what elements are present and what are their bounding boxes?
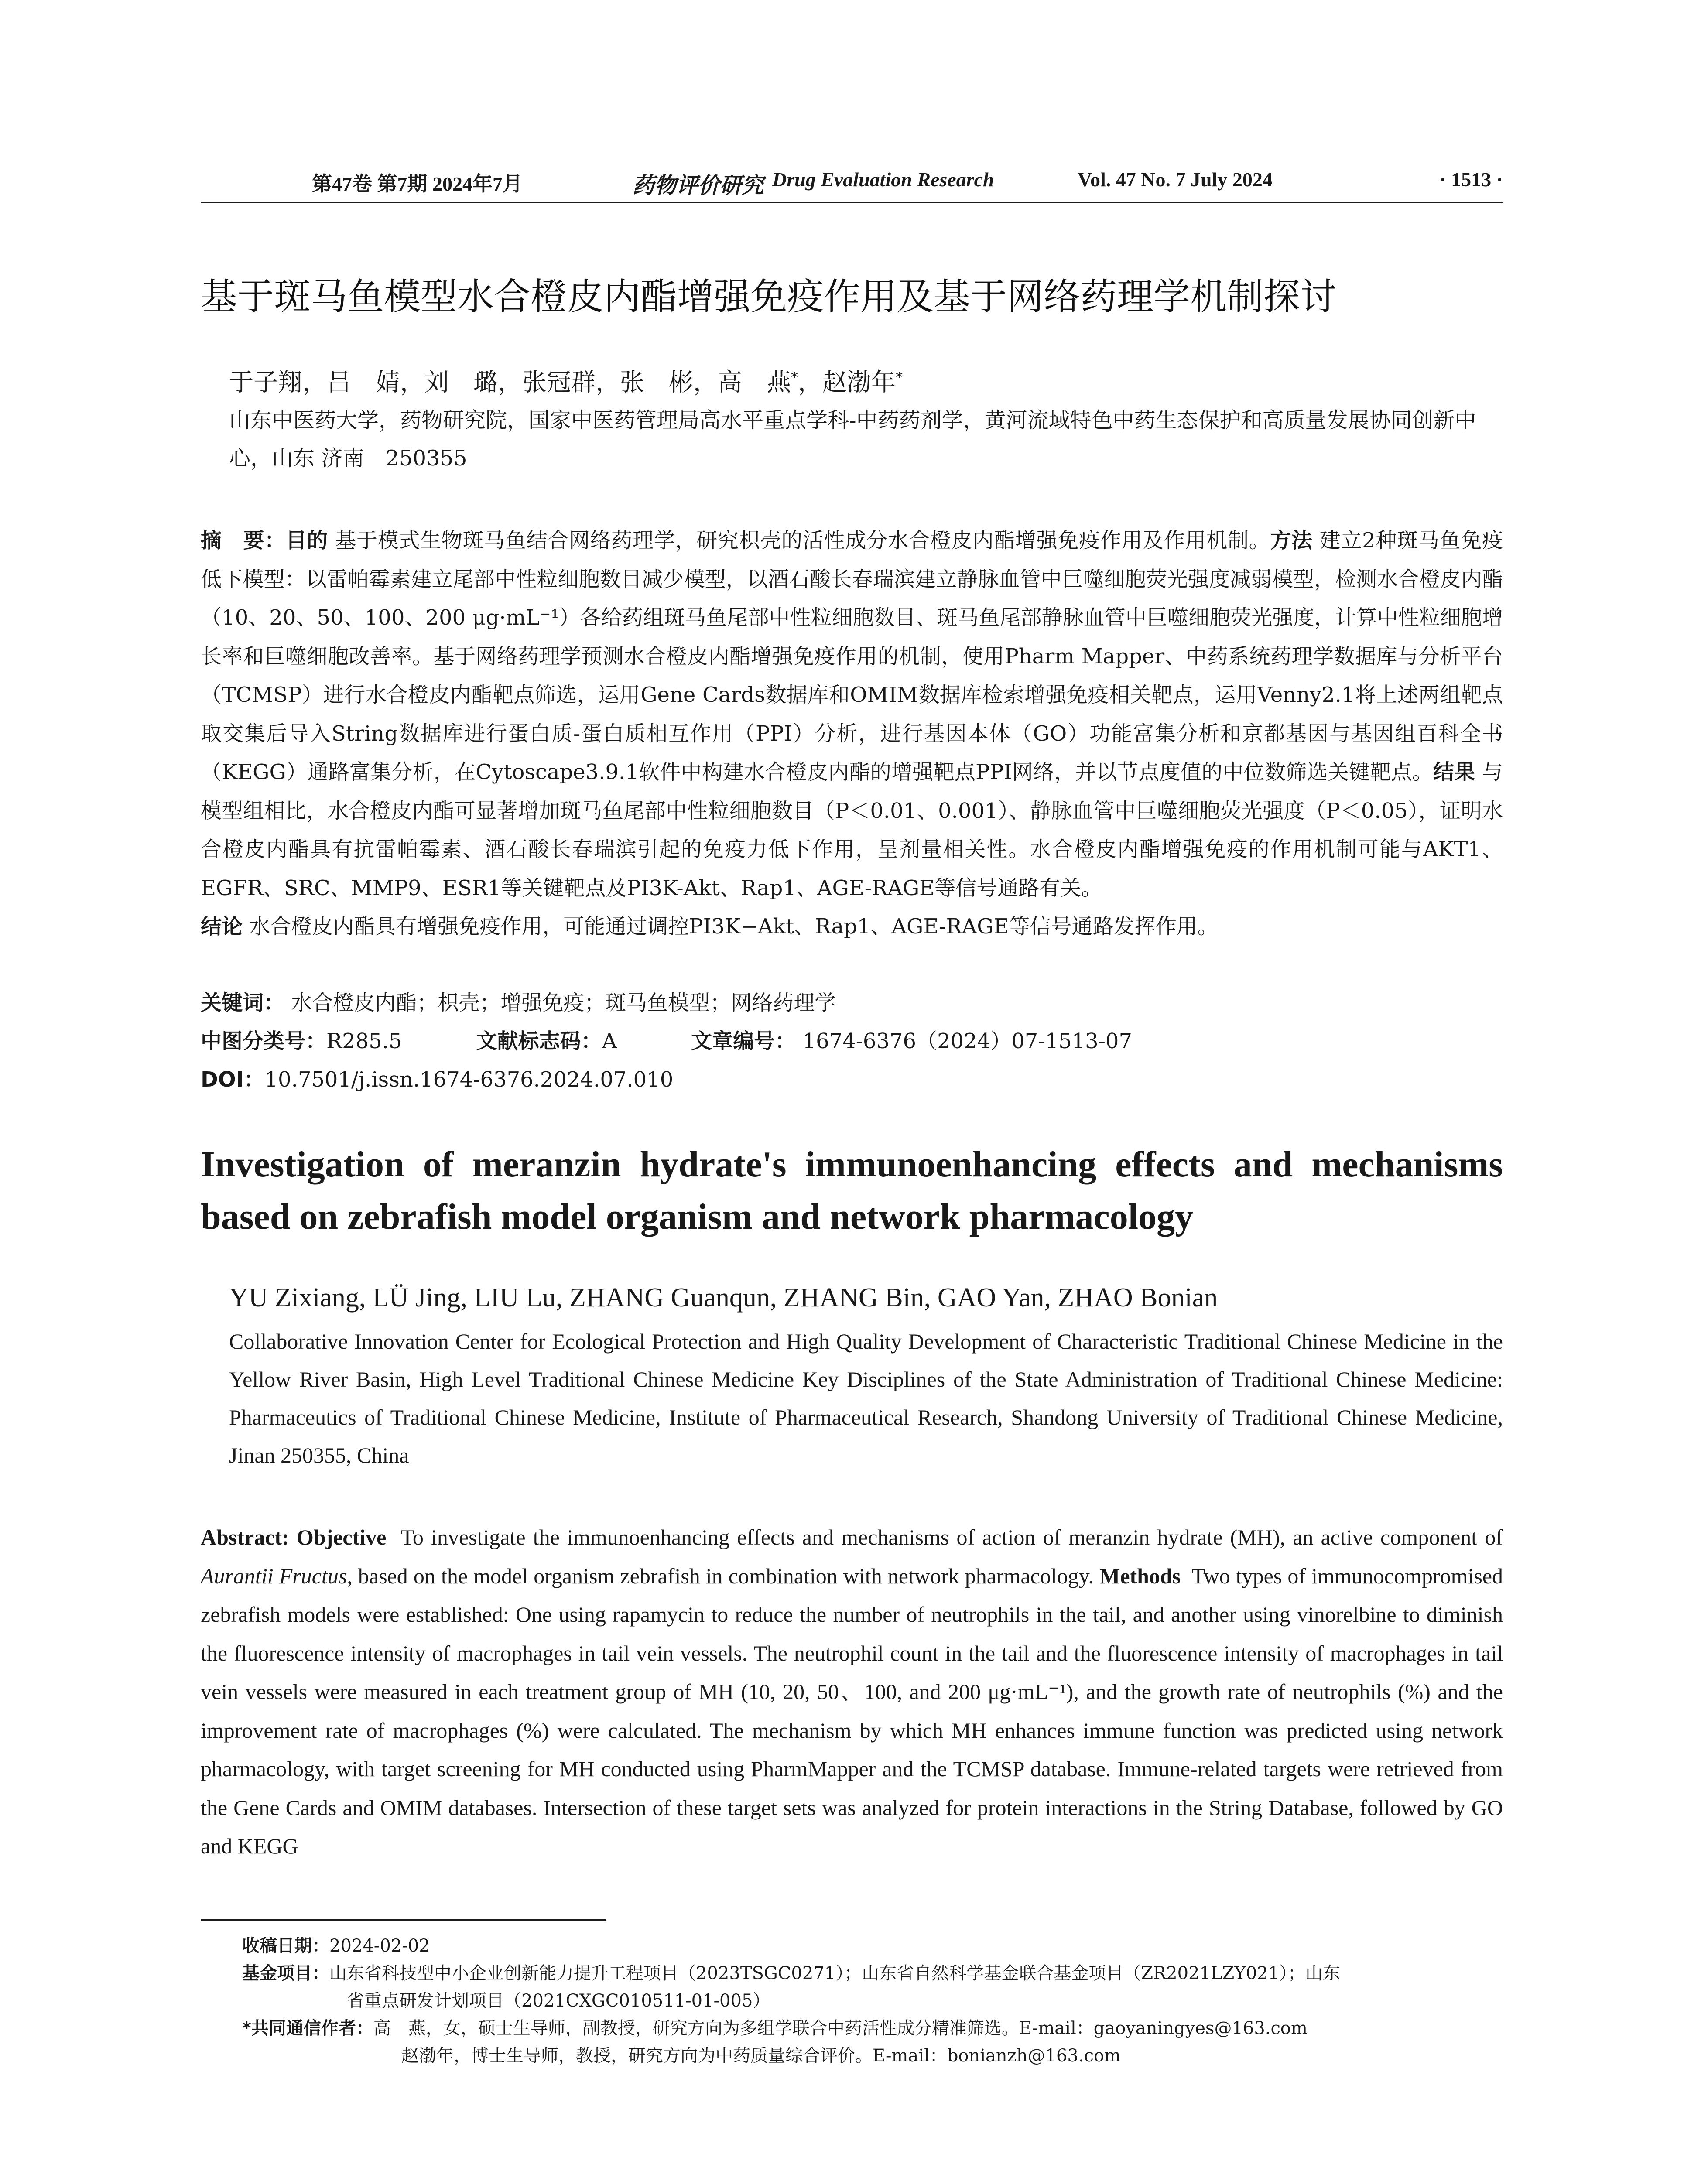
cn-doi-row <box>201 1060 673 1099</box>
cn-conclusion: 水合橙皮内酯具有增强免疫作用，可能通过调控PI3K−Akt、Rap1、AGE-RAGE等信号通路发挥作用。 <box>249 914 1219 939</box>
cn-clc-label: 中图分类号： <box>201 1029 327 1053</box>
en-authors: YU Zixiang, LÜ Jing, LIU Lu, ZHANG Guanqun, ZHANG Bin, GAO Yan, ZHAO Bonian <box>229 1283 1218 1313</box>
en-abstract <box>201 1518 1503 1866</box>
footnotes <box>242 1932 1503 2070</box>
corresponding-authors <box>242 2015 1503 2042</box>
cn-objective: 基于模式生物斑马鱼结合网络药理学，研究枳壳的活性成分水合橙皮内酯增强免疫作用及作用机制。 <box>335 528 1270 553</box>
fund-label: 基金项目： <box>242 1963 329 1983</box>
cn-results: 与模型组相比，水合橙皮内酯可显著增加斑马鱼尾部中性粒细胞数目（P＜0.01、0.001）、静脉血管中巨噬细胞荧光强度（P＜0.05），证明水合橙皮内酯具有抗雷帕霉素、酒石酸长春瑞滨引起的免疫力低下作用，呈剂量相关性。水合橙皮内酯增强免疫的作用机制可能与AKT1、EGFR、SRC、MMP9、ESR1等关键靶点及PI3K-Akt、Rap1、AGE-RAGE等信号通路有关。 <box>201 760 1503 900</box>
en-affiliation: Collaborative Innovation Center for Ecological Protection and High Quality Development of Characteristic Traditional Chinese Medicine in the Yellow River Basin, High Level Traditional Chinese Medicine Key Disciplines of the State Administration of Traditional Chinese Medicine: Pharmaceutics of Traditional Chinese Medicine, Institute of Pharmaceutical Research, Shandong University of Traditional Chinese Medicine, Jinan 250355, China <box>229 1329 1503 1467</box>
cn-doccode: A <box>602 1029 617 1053</box>
en-abstract-label: Abstract: <box>201 1525 289 1549</box>
corr-line-1: 高 燕，女，硕士生导师，副教授，研究方向为多组学联合中药活性成分精准筛选。E-mail：gaoyaningyes@163.com <box>373 2018 1308 2038</box>
cn-results-label: 结果 <box>1433 760 1475 784</box>
fund-line-2: 省重点研发计划项目（2021CXGC010511-01-005） <box>347 1991 770 2011</box>
received-value: 2024-02-02 <box>329 1936 430 1956</box>
cn-clc: R285.5 <box>326 1029 402 1053</box>
en-methods-label: Methods <box>1099 1563 1181 1588</box>
cn-authors: 于子翔，吕 婧，刘 璐，张冠群，张 彬，高 燕*，赵渤年* <box>229 368 903 397</box>
cn-objective-label: 目的 <box>285 528 329 553</box>
header-divider <box>201 202 1503 203</box>
corresponding-authors-continued <box>242 2042 1503 2070</box>
cn-abstract <box>201 521 1503 946</box>
cn-methods-label: 方法 <box>1270 528 1313 553</box>
en-objective-species: Aurantii Fructus <box>201 1563 347 1588</box>
cn-abstract-label: 摘 要： <box>201 528 286 553</box>
journal-name-en: Drug Evaluation Research <box>772 168 994 191</box>
fund-info <box>242 1960 1503 1987</box>
doi-link[interactable]: 10.7501/j.issn.1674-6376.2024.07.010 <box>264 1067 674 1092</box>
header-issue: 第47卷 第7期 2024年7月 <box>312 173 523 195</box>
fund-info-continued <box>242 1987 1503 2015</box>
en-objective-label: Objective <box>296 1525 387 1549</box>
en-title: Investigation of meranzin hydrate's immunoenhancing effects and mechanisms based on zebrafish model organism and network pharmacology <box>201 1144 1503 1237</box>
cn-doi-label: DOI： <box>201 1067 265 1092</box>
footnote-divider <box>201 1919 606 1921</box>
page-number: · 1513 · <box>1439 168 1503 191</box>
cn-conclusion-label: 结论 <box>201 914 243 939</box>
en-methods: Two types of immunocompromised zebrafish models were established: One using rapamycin to reduce the number of neutrophils in the tail, and another using vinorelbine to diminish the fluorescence intensity of macrophages in tail vein vessels. The neutrophil count in the tail and the fluorescence intensity of macrophages in tail vein vessels were measured in each treatment group of MH (10, 20, 50、100, and 200 μg·mL⁻¹), and the growth rate of neutrophils (%) and the improvement rate of macrophages (%) were calculated. The mechanism by which MH enhances immune function was predicted using network pharmacology, with target screening for MH conducted using PharmMapper and the TCMSP database. Immune-related targets were retrieved from the Gene Cards and OMIM databases. Intersection of these target sets was analyzed for protein interactions in the String Database, followed by GO and KEGG <box>201 1563 1503 1858</box>
corr-line-2: 赵渤年，博士生导师，教授，研究方向为中药质量综合评价。E-mail：bonianzh@163.com <box>401 2046 1121 2066</box>
cn-articleno-label: 文章编号： <box>691 1029 796 1053</box>
cn-classification-row <box>201 1022 1132 1060</box>
cn-articleno: 1674-6376（2024）07-1513-07 <box>802 1029 1132 1053</box>
header-volume: Vol. 47 No. 7 July 2024 <box>1078 168 1273 191</box>
cn-methods: 建立2种斑马鱼免疫低下模型：以雷帕霉素建立尾部中性粒细胞数目减少模型，以酒石酸长春瑞滨建立静脉血管中巨噬细胞荧光强度减弱模型，检测水合橙皮内酯（10、20、50、100、200 μg·mL⁻¹）各给药组斑马鱼尾部中性粒细胞数目、斑马鱼尾部静脉血管中巨噬细胞荧光强度，计算中性粒细胞增长率和巨噬细胞改善率。基于网络药理学预测水合橙皮内酯增强免疫作用的机制，使用Pharm Mapper、中药系统药理学数据库与分析平台（TCMSP）进行水合橙皮内酯靶点筛选，运用Gene Cards数据库和OMIM数据库检索增强免疫相关靶点，运用Venny2.1将上述两组靶点取交集后导入String数据库进行蛋白质-蛋白质相互作用（PPI）分析，进行基因本体（GO）功能富集分析和京都基因与基因组百科全书（KEGG）通路富集分析，在Cytoscape3.9.1软件中构建水合橙皮内酯的增强靶点PPI网络，并以节点度值的中位数筛选关键靶点。 <box>201 528 1503 784</box>
cn-keywords-row <box>201 984 835 1022</box>
journal-logo-cn: 药物评价研究 <box>633 172 763 198</box>
running-header <box>201 168 1503 198</box>
received-date <box>242 1932 1503 1960</box>
fund-line-1: 山东省科技型中小企业创新能力提升工程项目（2023TSGC0271）；山东省自然科学基金联合基金项目（ZR2021LZY021）；山东 <box>329 1963 1341 1983</box>
cn-doccode-label: 文献标志码： <box>476 1029 602 1053</box>
cn-author-last: ，赵渤年 <box>798 368 896 397</box>
en-objective-b: , based on the model organism zebrafish in combination with network pharmacology. <box>347 1563 1094 1588</box>
cn-author-list: 于子翔，吕 婧，刘 璐，张冠群，张 彬，高 燕 <box>229 368 791 397</box>
cn-keywords-label: 关键词： <box>201 991 285 1015</box>
en-objective-a: To investigate the immunoenhancing effects and mechanisms of action of meranzin hydrate (MH), an active component of <box>400 1525 1503 1549</box>
cn-keywords: 水合橙皮内酯；枳壳；增强免疫；斑马鱼模型；网络药理学 <box>291 991 836 1015</box>
received-label: 收稿日期： <box>242 1936 329 1956</box>
corr-label: *共同通信作者： <box>242 2018 373 2038</box>
cn-title: 基于斑马鱼模型水合橙皮内酯增强免疫作用及基于网络药理学机制探讨 <box>201 275 1337 318</box>
cn-affiliation: 山东中医药大学，药物研究院，国家中医药管理局高水平重点学科-中药药剂学，黄河流域特色中药生态保护和高质量发展协同创新中心，山东 济南 250355 <box>229 408 1476 471</box>
